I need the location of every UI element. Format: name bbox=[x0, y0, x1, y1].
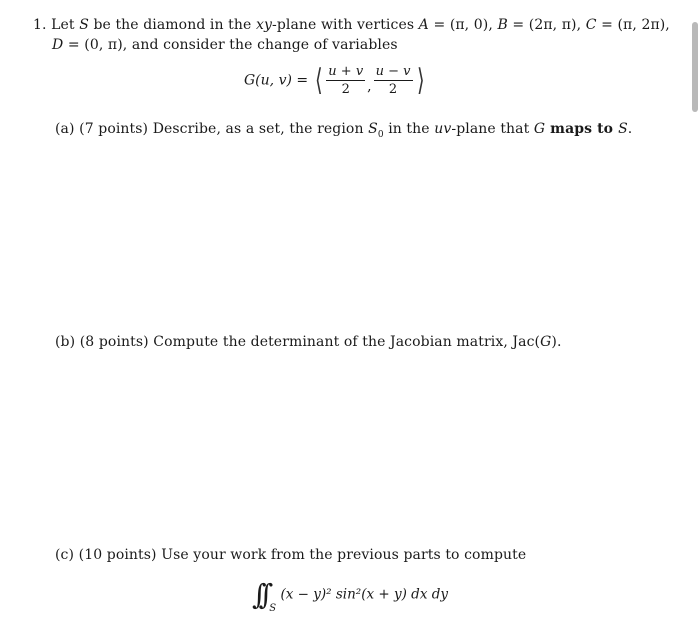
part-a-text: -plane that bbox=[451, 121, 534, 137]
double-integral bbox=[252, 578, 448, 614]
part-c-label: (c) bbox=[55, 547, 75, 563]
vertex-A-value: = (π, 0), bbox=[428, 17, 498, 33]
integral-symbol: ∫∫ bbox=[252, 578, 266, 611]
math-S0: S bbox=[368, 121, 378, 137]
fraction-1-denominator: 2 bbox=[341, 82, 350, 97]
mapping-lhs: G(u, v) = bbox=[244, 72, 309, 89]
part-a-points: (7 points) bbox=[79, 121, 149, 137]
math-G: G bbox=[540, 334, 552, 350]
mapping-comma: , bbox=[367, 78, 372, 95]
math-S: S bbox=[79, 17, 89, 33]
vertex-B: B bbox=[497, 17, 508, 33]
part-a-label: (a) bbox=[55, 121, 75, 137]
vertex-D: D bbox=[52, 37, 64, 53]
part-a-bold-text: maps to bbox=[545, 121, 619, 137]
part-a bbox=[55, 120, 632, 144]
math-S: S bbox=[618, 121, 628, 137]
part-a-text: in the bbox=[383, 121, 435, 137]
fraction-2-denominator: 2 bbox=[388, 82, 398, 97]
intro-text: be the diamond in the bbox=[88, 17, 256, 33]
fraction-1 bbox=[326, 64, 365, 97]
part-b-points: (8 points) bbox=[79, 334, 149, 350]
part-c-text: Use your work from the previous parts to compute bbox=[161, 547, 527, 563]
math-G: G bbox=[533, 121, 546, 137]
mapping-equation bbox=[244, 64, 426, 97]
intro-text: Let bbox=[51, 17, 80, 33]
left-angle-bracket: ⟨ bbox=[314, 62, 323, 98]
vertex-A: A bbox=[418, 17, 429, 33]
vertex-D-value: = (0, π), and consider the change of variables bbox=[63, 37, 398, 53]
part-b bbox=[55, 333, 562, 351]
part-a-period: . bbox=[627, 121, 633, 137]
math-S0-subscript: 0 bbox=[377, 129, 384, 140]
right-angle-bracket: ⟩ bbox=[416, 62, 425, 98]
math-uv: uv bbox=[434, 121, 452, 137]
math-xy: xy bbox=[255, 17, 272, 33]
integrand: (x − y)² sin²(x + y) dx dy bbox=[280, 586, 448, 603]
vertex-C-value: = (π, 2π), bbox=[596, 17, 670, 33]
part-a-text: Describe, as a set, the region bbox=[152, 121, 369, 137]
part-b-label: (b) bbox=[55, 334, 76, 350]
part-c-points: (10 points) bbox=[78, 547, 157, 563]
part-b-end: ). bbox=[551, 334, 562, 350]
fraction-1-numerator: u + v bbox=[328, 64, 364, 79]
vertex-B-value: = (2π, π), bbox=[507, 17, 586, 33]
fraction-2-numerator: u − v bbox=[375, 64, 411, 79]
integral-region: S bbox=[269, 602, 277, 614]
part-c bbox=[55, 546, 526, 564]
vertical-scrollbar[interactable] bbox=[688, 0, 700, 635]
problem-number: 1. bbox=[33, 17, 47, 33]
scrollbar-thumb[interactable] bbox=[692, 22, 698, 112]
problem-intro-line2 bbox=[52, 36, 398, 54]
intro-text: -plane with vertices bbox=[271, 17, 419, 33]
vertex-C: C bbox=[585, 17, 597, 33]
part-b-text: Compute the determinant of the Jacobian matrix, Jac( bbox=[153, 334, 541, 350]
fraction-2 bbox=[374, 64, 413, 97]
problem-intro-line1 bbox=[33, 16, 670, 34]
